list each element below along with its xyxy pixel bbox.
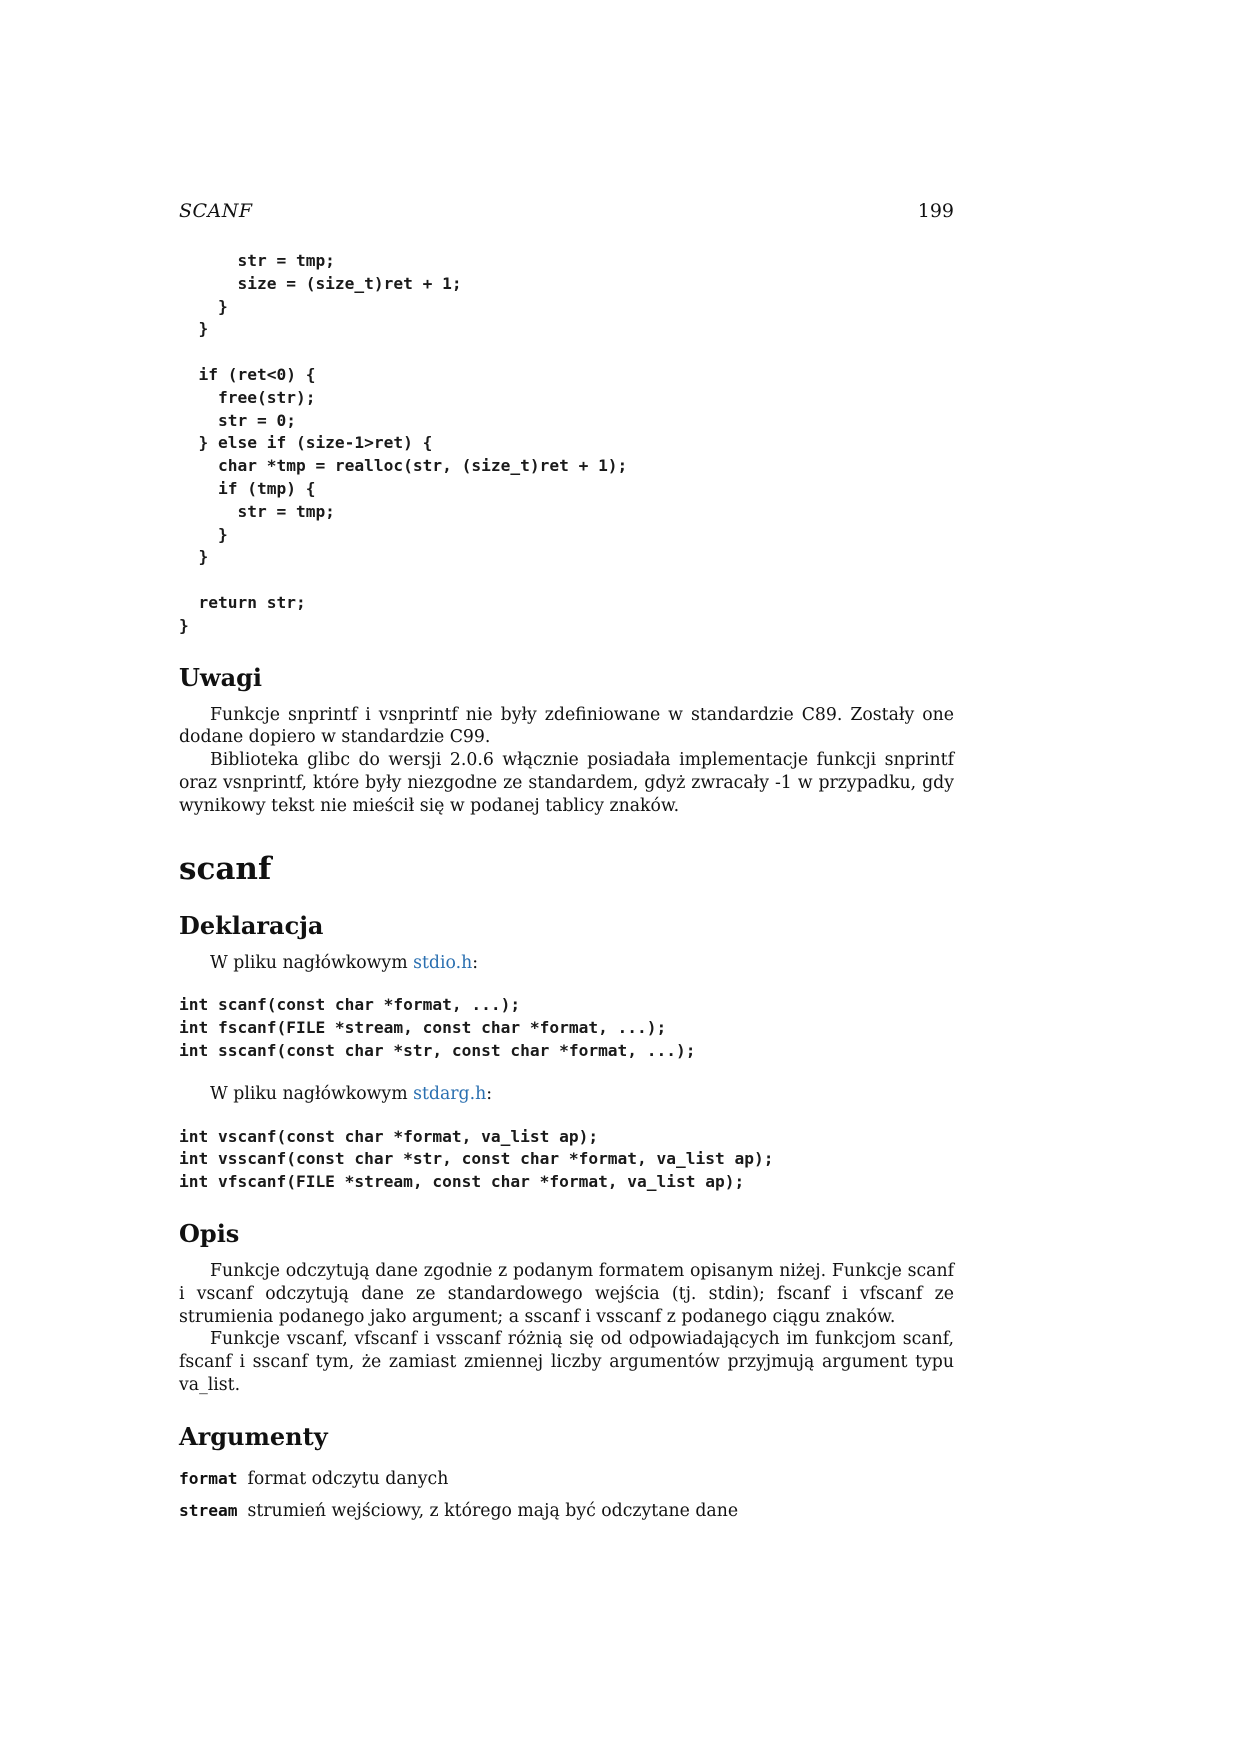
chapter-title: scanf	[179, 850, 272, 887]
argument-term: stream	[179, 1500, 238, 1520]
stdarg-h-link[interactable]: stdarg.h	[413, 1083, 487, 1104]
argument-item	[179, 1495, 954, 1527]
heading-deklaracja: Deklaracja	[179, 910, 324, 940]
deklaracja-intro-2	[179, 1083, 954, 1106]
code-block-top: str = tmp; size = (size_t)ret + 1; } } if (ret<0) { free(str); str = 0; } else if (size-1>ret) { char *tmp = realloc(str, (size_t)ret + 1); if (tmp) { str = tmp; } } return str; }	[179, 251, 628, 635]
running-title: SCANF	[179, 200, 253, 222]
opis-paragraph-1: Funkcje odczytują dane zgodnie z podanym formatem opisanym niżej. Funkcje scanf i vscanf odczytują dane ze standardowego wejścia (tj. stdin); fscanf i vfscanf ze strumienia podanego jako argument; a sscanf i vsscanf z podanego ciągu znaków.	[179, 1260, 954, 1327]
deklaracja-intro-1	[179, 952, 954, 975]
argument-description: strumień wejściowy, z którego mają być odczytane dane	[247, 1500, 739, 1521]
code-block-stdio: int scanf(const char *format, ...); int fscanf(FILE *stream, const char *format, ...); int sscanf(const char *str, const char *format, ...);	[179, 995, 696, 1060]
document-page	[179, 200, 954, 1527]
argument-term: format	[179, 1468, 238, 1488]
argument-description: format odczytu danych	[247, 1468, 449, 1489]
heading-opis: Opis	[179, 1218, 240, 1248]
argument-item	[179, 1463, 954, 1495]
uwagi-paragraph-1: Funkcje snprintf i vsnprintf nie były zdefiniowane w standardzie C89. Zostały one dodane dopiero w standardzie C99.	[179, 704, 954, 748]
running-header	[179, 200, 954, 222]
opis-paragraph-2: Funkcje vscanf, vfscanf i vsscanf różnią się od odpowiadających im funkcjom scanf, fscanf i sscanf tym, że zamiast zmiennej liczby argumentów przyjmują argument typu va_list.	[179, 1329, 954, 1395]
intro-2-prefix: W pliku nagłówkowym	[210, 1083, 414, 1104]
arguments-list	[179, 1463, 954, 1527]
intro-2-suffix: :	[486, 1083, 493, 1104]
uwagi-paragraph-2: Biblioteka glibc do wersji 2.0.6 włącznie posiadała implementacje funkcji snprintf oraz vsnprintf, które były niezgodne ze standardem, gdyż zwracały -1 w przypadku, gdy wynikowy tekst nie mieścił się w podanej tablicy znaków.	[179, 750, 954, 816]
page-number: 199	[917, 200, 954, 222]
intro-1-suffix: :	[472, 952, 479, 973]
code-block-stdarg: int vscanf(const char *format, va_list ap); int vsscanf(const char *str, const char *format, va_list ap); int vfscanf(FILE *stream, const char *format, va_list ap);	[179, 1126, 774, 1192]
heading-argumenty: Argumenty	[179, 1421, 328, 1451]
intro-1-prefix: W pliku nagłówkowym	[210, 952, 414, 973]
heading-uwagi: Uwagi	[179, 662, 263, 692]
stdio-h-link[interactable]: stdio.h	[413, 952, 473, 973]
